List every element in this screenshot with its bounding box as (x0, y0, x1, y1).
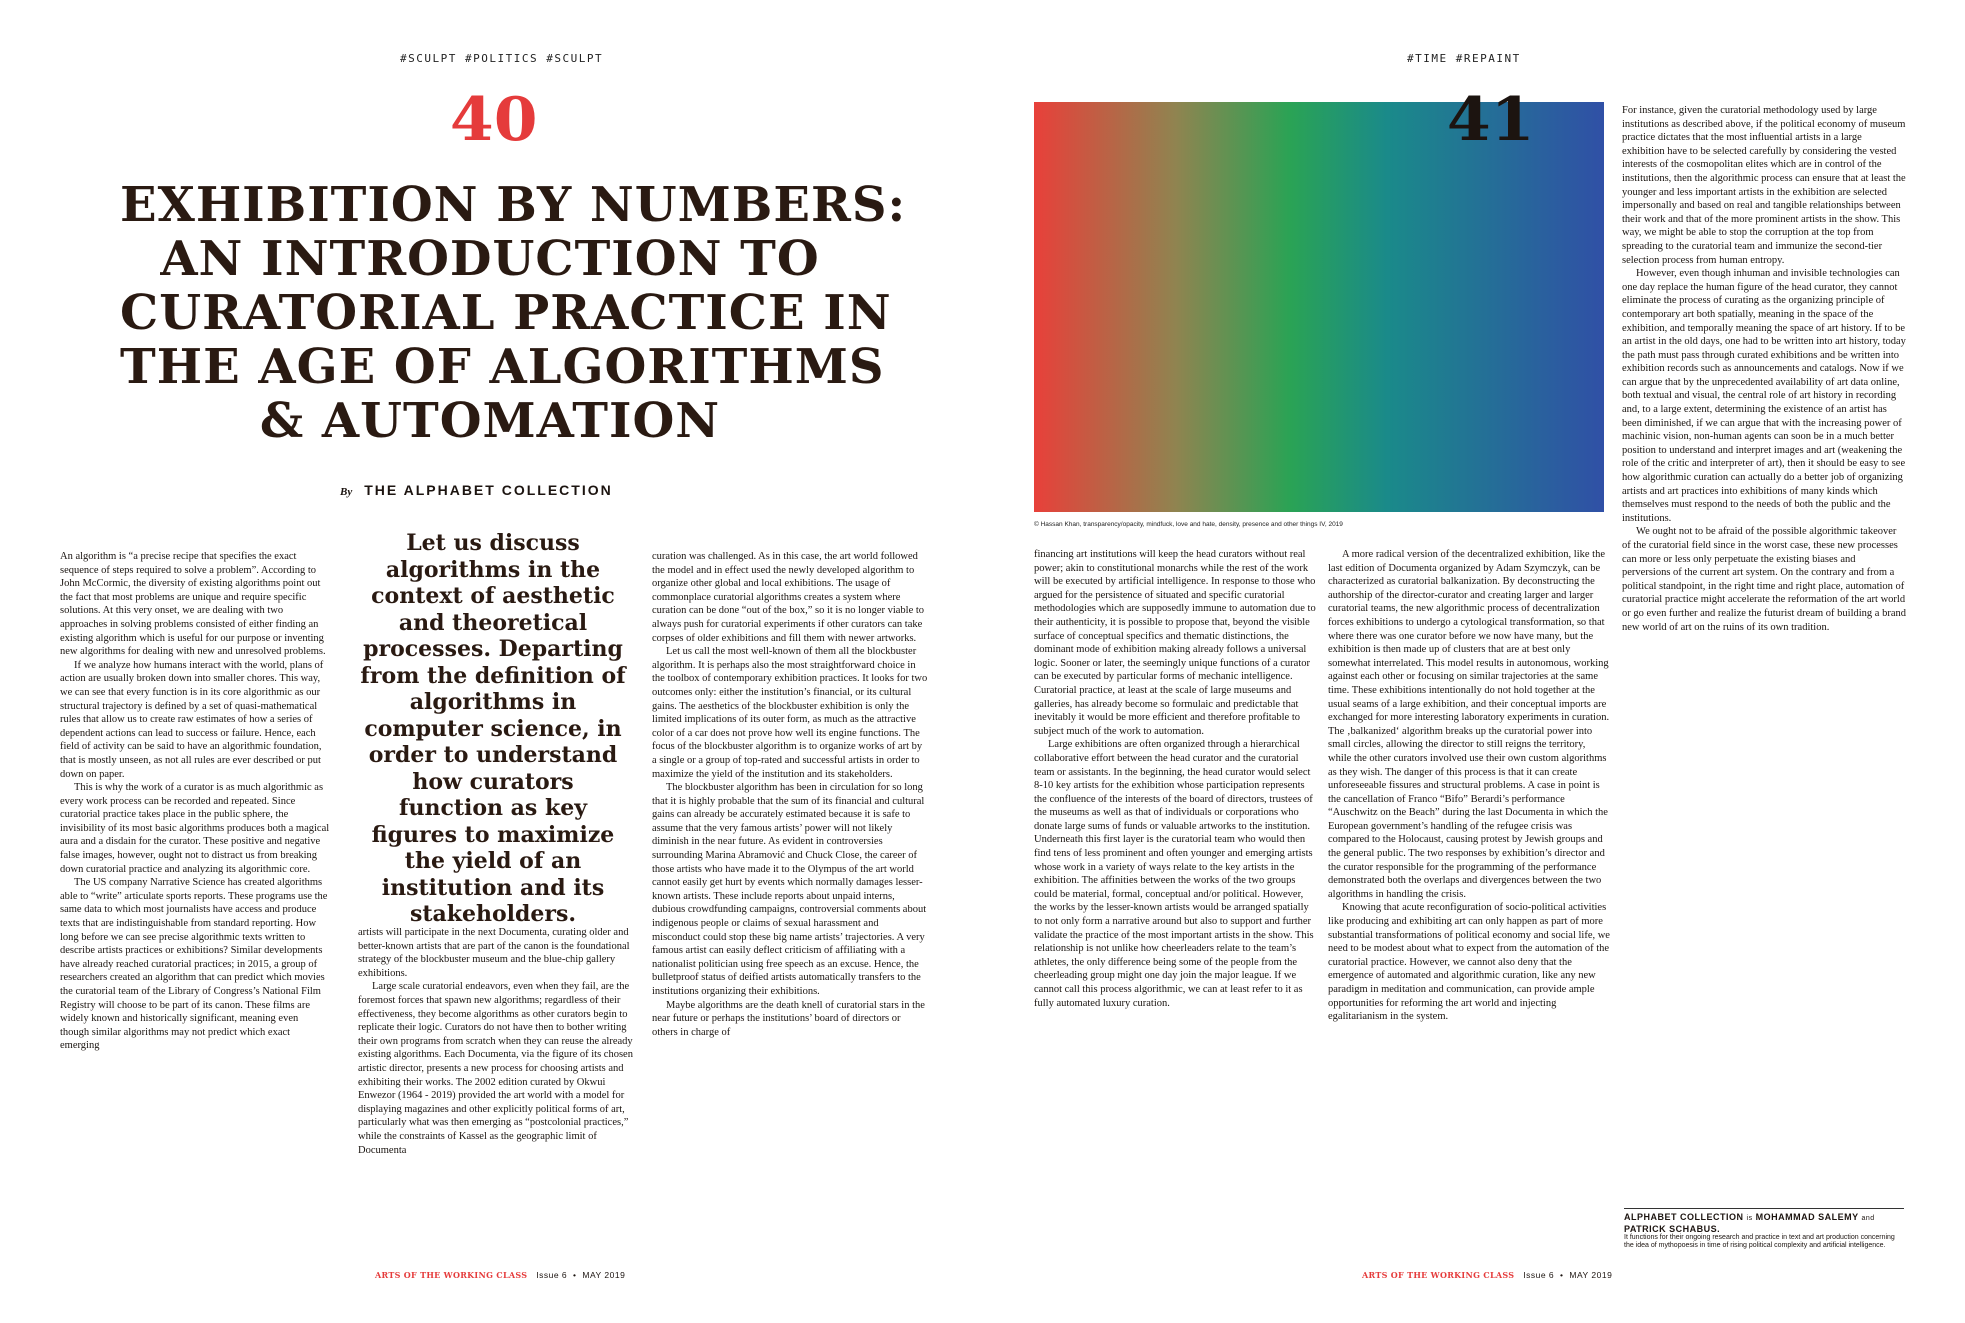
paragraph: Let us call the most well-known of them all the blockbuster algorithm. It is perhaps also the most straightforward choice in the toolbox of contemporary exhibition practices. It looks for two outcomes only: either the institution’s financial, or its cultural gains. The aesthetics of the blockbuster exhibition is only the limited implications of its outer form, as much as the attractive color of a car does not prove how well its engine functions. The focus of the blockbuster algorithm is to organize works of art by a single or a group of top-rated and successful artists in order to maximize the yield of the institution and its stakeholders. (652, 646, 928, 780)
text-column (652, 550, 928, 1265)
magazine-name: ARTS OF THE WORKING CLASS (375, 1270, 528, 1280)
author-bio (1624, 1208, 1904, 1250)
page-number: 40 (449, 85, 538, 155)
text-column (358, 926, 634, 1266)
paragraph: Knowing that acute reconfiguration of socio-political activities like producing and exhibiting art can only happen as part of more substantial transformations of political economy and social life, we need to be modest about what to expect from the automation of the curatorial practice. However, we cannot also deny that the emergence of automated and algorithmic curation, like any new paradigm in meditation and communication, can provide ample opportunities for reforming the art world and injecting egalitarianism in the system. (1328, 902, 1610, 1023)
paragraph: An algorithm is “a precise recipe that specifies the exact sequence of steps required to solve a problem”. According to John McCormic, the diversity of existing algorithms point out the fact that most problems are unique and require specific solutions. At this very onset, we are dealing with two approaches in solving problems consisted of either finding an existing algorithm which is useful for our purpose or inventing new algorithms for dealing with new and unresolved problems. (60, 551, 326, 658)
issue-date: MAY 2019 (582, 1270, 626, 1280)
left-page (0, 0, 982, 1323)
image-caption: © Hassan Khan, transparency/opacity, mindfuck, love and hate, density, presence and other things IV, 2019 (1034, 521, 1343, 528)
text-column (1622, 104, 1906, 1200)
title-line: THE AGE OF ALGORITHMS (120, 339, 885, 395)
title-line: AN INTRODUCTION TO (160, 231, 820, 287)
byline (340, 482, 613, 498)
page-tags: #TIME #REPAINT (1407, 52, 1521, 65)
text-column (1034, 548, 1316, 1266)
artwork-image (1034, 102, 1604, 512)
bio-connector: is (1746, 1215, 1753, 1222)
bio-name: MOHAMMAD SALEMY (1755, 1212, 1859, 1222)
issue: Issue 6 (536, 1270, 568, 1280)
separator-dot: • (573, 1270, 577, 1280)
bio-text: It functions for their ongoing research and practice in text and art production concerning the idea of mythopoesis in time of rising political complexity and artificial intelligence. (1624, 1234, 1895, 1250)
pull-quote: Let us discuss algorithms in the context of aesthetic and theoretical processes. Departing from the definition of algorithms in computer science, in order to understand how curators function as key figures to maximize the yield of an institution and its stakeholders. (360, 530, 626, 927)
article-title (120, 177, 907, 449)
paragraph: Maybe algorithms are the death knell of curatorial stars in the near future or perhaps the institutions’ board of directors or others in charge of (652, 999, 925, 1038)
text-column (60, 550, 330, 1265)
byline-by: By (340, 486, 353, 498)
page-footer (1362, 1270, 1612, 1280)
paragraph: Large scale curatorial endeavors, even when they fail, are the foremost forces that spawn new algorithms; regardless of their effectiveness, they become algorithms as other curators begin to replicate their logic. Curators do not have then to bother writing their own programs from scratch when they can reuse the already existing algorithms. Each Documenta, via the figure of its chosen artistic director, presents a new process for choosing artists and exhibiting their works. The 2002 edition curated by Okwui Enwezor (1964 - 2019) provided the art world with a model for displaying magazines and other explicitly political forms of art, particularly what was then emerging as “postcolonial practices,” while the constraints of Kassel as the geographic limit of Documenta (358, 981, 633, 1156)
bio-heading (1624, 1212, 1904, 1234)
page-number: 41 (1446, 85, 1535, 155)
paragraph: A more radical version of the decentralized exhibition, like the last edition of Documenta organized by Adam Szymczyk, can be characterized as curatorial balkanization. By deconstructing the authorship of the director-curator and creating larger and larger curatorial teams, the new algorithmic process of decentralization forces exhibitions to undergo a cytological transformation, so that where there was one curator before we now have many, but the exhibition is then made up of clusters that are at best only somewhat interrelated. This model results in autonomous, working against each other or focusing on similar trajectories at the same time. These exhibitions intentionally do not hold together at the usual seams of a large exhibition, and their conceptual imports are exchanged for more interesting laboratory experiments in curation. The ‚balkanized‘ algorithm breaks up the curatorial power into small circles, allowing the director to still reigns the territory, while the other curators involved use their own custom algorithms as they wish. The danger of this process is that it can create unforeseeable fissures and structural problems. A case in point is the cancellation of Franco “Bifo” Berardi’s performance “Auschwitz on the Beach” during the last Documenta in which the European government’s handling of the refugee crisis was compared to the Holocaust, causing protest by Jewish groups and the general public. The two responses by exhibition’s director and the curator responsible for the programming of the performance demonstrated both the overlaps and divergences between the two algorithms in handling the crisis. (1328, 549, 1610, 900)
paragraph: We ought not to be afraid of the possible algorithmic takeover of the curatorial field since in the worst case, these new processes can more or less only perpetuate the existing biases and perversions of the current art system. On the contrary and from a political standpoint, in the right time and right place, automation of curatorial practice might accelerate the reformation of the art world or go even further and realize the futurist dream of building a brand new world of art on the ruins of its own tradition. (1622, 526, 1906, 633)
paragraph: The blockbuster algorithm has been in circulation for so long that it is highly probable that the sum of its financial and cultural gains can already be accurately estimated because it is safe to assume that the very famous artists’ power will not likely diminish in the near future. As evident in controversies surrounding Marina Abramović and Chuck Close, the career of those artists who have made it to the Olympus of the art world cannot easily get hurt by events which normally damages lesser-known artists. These include reports about unpaid interns, dubious crowdfunding campaigns, controversial comments about indigenous people or claims of sexual harassment and misconduct could stop these big name artists’ trajectories. A very famous artist can easily deflect criticism of affiliating with a nationalist politician using free speech as an excuse. Hence, the bulletproof status of deified artists automatically transfers to the institutions organizing their exhibitions. (652, 782, 927, 997)
paragraph: If we analyze how humans interact with the world, plans of action are usually broken down into smaller chores. This way, we can see that every function is in its core algorithmic as our structural trajectory is defined by a set of quasi-mathematical rules that allow us to create raw estimates of how a series of dependent actions can lead to success or failure. Hence, each field of activity can be said to have an algorithmic foundation, that is mostly unseen, as not all rules are ever described or put down on paper. (60, 659, 324, 780)
separator-dot: • (1560, 1270, 1564, 1280)
title-line: CURATORIAL PRACTICE IN (120, 285, 892, 341)
text-column (1328, 548, 1610, 1266)
page-footer (375, 1270, 625, 1280)
magazine-name: ARTS OF THE WORKING CLASS (1362, 1270, 1515, 1280)
bio-name: PATRICK SCHABUS. (1624, 1224, 1721, 1234)
page-tags: #SCULPT #POLITICS #SCULPT (400, 52, 604, 65)
paragraph: However, even though inhuman and invisible technologies can one day replace the human figure of the head curator, they cannot eliminate the process of curating as the organizing principle of contemporary art both spatially, meaning in the space of the exhibition, and temporally meaning the space of art history. If to be an artist in the old days, one had to be written into art history, today the path must pass through curated exhibitions and be written into exhibition records such as announcements and catalogs. Now if we can argue that by the unprecedented availability of art data online, both textual and visual, the central role of art history in recording and, to a large extent, determining the existence of an artist has been diminished, if we can argue that with the increasing power of machinic vision, non-human agents can soon be in a much better position to understand and interpret images and art (weakening the role of the critic and interpreter of art), then it should be easy to see how algorithmic curation can actually do a better job of organizing artists and art practices into exhibitions of many kinds which themselves must respond to the needs of both the public and the institutions. (1622, 268, 1906, 524)
paragraph: financing art institutions will keep the head curators without real power; akin to constitutional monarchs while the rest of the work will be executed by artificial intelligence. In response to those who argued for the persistence of situated and specific curatorial methodologies which are supposedly immune to automation due to their authenticity, it is possible to propose that, beyond the visible surface of conceptual specifics and thematic distinctions, the dominant mode of exhibition making already follows a universal logic. Sooner or later, the seemingly unique functions of a curator can be executed by particular forms of mechanic intelligence. Curatorial practice, at least at the scale of large museums and galleries, has already become so formulaic and predictable that inevitably it would be more efficient and therefore profitable to subject much of the work to automation. (1034, 549, 1316, 737)
paragraph: For instance, given the curatorial methodology used by large institutions as described above, if the political economy of museum practice dictates that the most influential artists in a large exhibition have to be selected carefully by considering the vested interests of the cosmopolitan elites which are in control of the institutions, then the algorithmic process can ensure that at least the younger and less important artists in the exhibition are selected impersonally and based on real and tangible relationships between their work and that of the more prominent artists in the show. This way, we might be able to stop the corruption at the top from spreading to the curatorial team and immunize the second-tier selection process from human entropy. (1622, 105, 1906, 266)
title-line: & AUTOMATION (259, 393, 721, 449)
issue-date: MAY 2019 (1569, 1270, 1613, 1280)
paragraph: artists will participate in the next Documenta, curating older and better-known artists that are part of the canon is the foundational strategy of the blockbuster museum and the blue-chip gallery exhibitions. (358, 927, 630, 979)
issue: Issue 6 (1523, 1270, 1555, 1280)
paragraph: This is why the work of a curator is as much algorithmic as every work process can be recorded and repeated. Since curatorial practice takes place in the public sphere, the invisibility of its most basic algorithms produces both a magical aura and a disdain for the curator. These positive and negative false images, however, ought not to distract us from breaking down curatorial practice and analyzing its algorithmic core. (60, 782, 330, 875)
paragraph: curation was challenged. As in this case, the art world followed the model and in effect used the newly developed algorithm to organize other global and local exhibitions. The usage of commonplace curatorial algorithms creates a system where curation can be done “out of the box,” so it is no longer viable to always push for curatorial experiments if other curators can take corpses of older exhibitions and fill them with newer artworks. (652, 551, 925, 644)
right-page (982, 0, 1965, 1323)
author-name: THE ALPHABET COLLECTION (364, 482, 613, 498)
paragraph: Large exhibitions are often organized through a hierarchical collaborative effort between the head curator and the curatorial team or assistants. In the beginning, the head curator would select 8-10 key artists for the exhibition whose participation represents the confluence of the interests of the board of directors, trustees of the museums as well as that of individuals or corporations who donate large sums of funds or valuable artworks to the institution. Underneath this first layer is the curatorial team who would then find tens of less prominent and often younger and emerging artists whose work in a variety of ways relate to the key artists in the exhibition. The affinities between the works of the two groups could be material, formal, conceptual and/or political. However, the works by the lesser-known artists would be arranged spatially to not only form a narrative around but also to support and further validate the practice of the most important artists in the show. This relationship is not unlike how cheerleaders relate to the team’s athletes, the only difference being some of the people from the cheerleading group might one day join the major league. If we cannot call this process algorithmic, we can at least refer to it as fully automated luxury curation. (1034, 739, 1314, 1009)
bio-name: ALPHABET COLLECTION (1624, 1212, 1744, 1222)
bio-connector: and (1861, 1215, 1875, 1222)
paragraph: The US company Narrative Science has created algorithms able to “write” articulate sports reports. These programs use the same data to which most journalists have access and produce texts that are indistinguishable from standard reporting. How long before we can see precise algorithmic texts written to describe artists practices or exhibitions? Similar developments have already reached curatorial practices; in 2015, a group of researchers created an algorithm that can predict which movies the curatorial team of the Library of Congress’s National Film Registry will choose to be part of its canon. These films are widely known and historically significant, meaning even though similar algorithms may not predict which exact emerging (60, 877, 328, 1052)
title-line: EXHIBITION BY NUMBERS: (120, 177, 907, 233)
